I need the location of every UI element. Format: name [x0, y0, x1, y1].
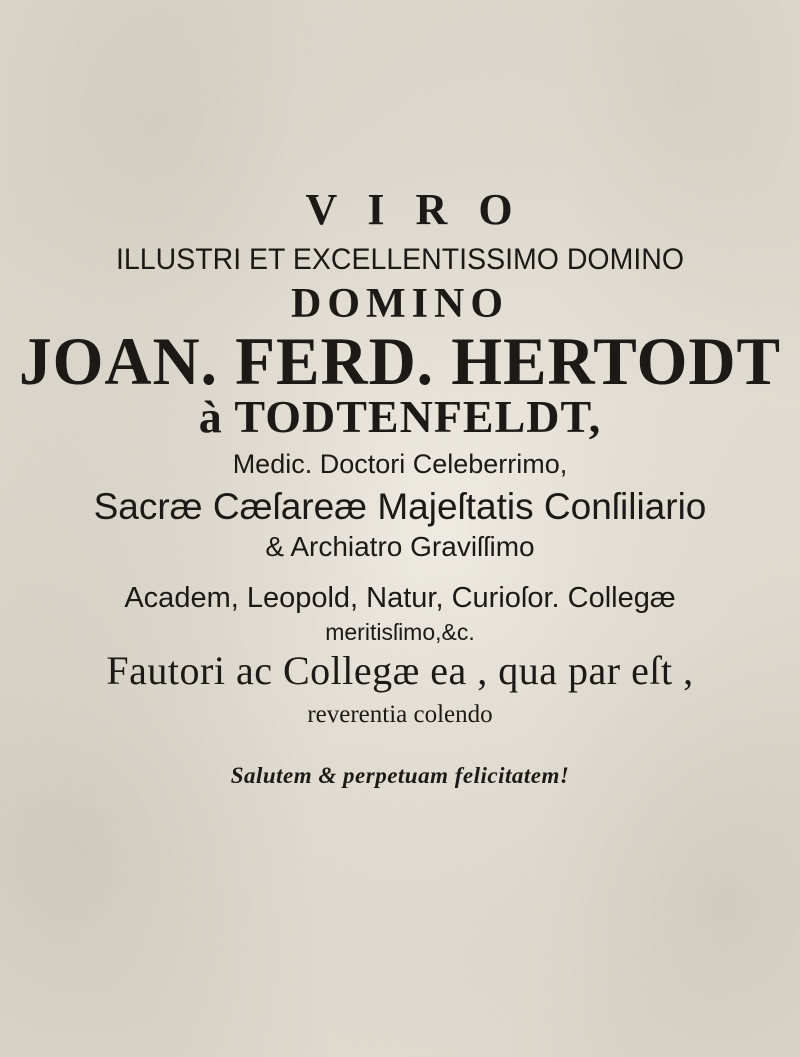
heading-viro: V I R O [305, 185, 523, 234]
dedicatee-name: JOAN. FERD. HERTODT [19, 323, 781, 399]
heading-illustri: ILLUSTRI ET EXCELLENTISSIMO DOMINO [115, 243, 685, 276]
line-sacrae: Sacræ Cæſareæ Majeſtatis Conſiliario [93, 486, 707, 527]
line-reverentia: reverentia colendo [307, 701, 493, 728]
heading-domino: DOMINO [291, 281, 509, 327]
line-archiatro: & Archiatro Graviſſimo [265, 531, 535, 562]
dedicatee-title-todtenfeldt: à TODTENFELDT, [198, 391, 602, 442]
line-medic: Medic. Doctori Celeberrimo, [232, 449, 568, 479]
line-meritis: meritisſimo,&c. [325, 619, 475, 645]
line-fautori: Fautori ac Collegæ ea , qua par eſt , [106, 648, 694, 693]
line-academ: Academ, Leopold, Natur, Curioſor. Collegæ [124, 582, 676, 614]
line-salutem: Salutem & perpetuam felicitatem! [230, 763, 570, 788]
